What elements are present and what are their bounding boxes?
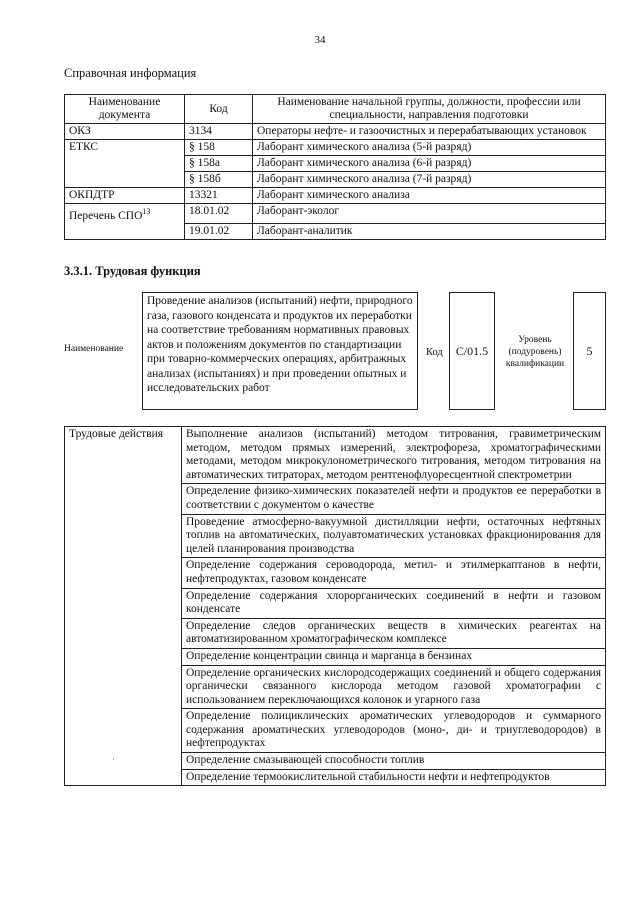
scan-dot-mark: · bbox=[112, 755, 115, 764]
row-code: 19.01.02 bbox=[185, 224, 253, 240]
row-doc bbox=[65, 224, 185, 240]
labor-action-item: Определение физико-химических показателей нефти и продуктов ее переработки в соответствии с документом о качестве bbox=[182, 484, 606, 514]
reference-title: Справочная информация bbox=[64, 66, 197, 80]
labor-action-item: Определение полициклических ароматических углеводородов и суммарного содержания ароматических углеводородов (моно-, ди- и триуглеводородов) в нефтепродуктах bbox=[182, 709, 606, 753]
labor-action-item: Определение органических кислородсодержащих соединений и общего содержания органически связанного кислорода методом газовой хроматографии с использованием переключающихся колонок и угарного газа bbox=[182, 665, 606, 709]
row-doc bbox=[65, 156, 185, 172]
labor-action-item: Проведение атмосферно-вакуумной дистилляции нефти, остаточных нефтяных топлив на автоматических, полуавтоматических установках фракционирования для целей планирования производства bbox=[182, 514, 606, 558]
row-code: 18.01.02 bbox=[185, 204, 253, 224]
table-row bbox=[65, 204, 606, 224]
row-name: Лаборант химического анализа (6-й разряд) bbox=[253, 156, 606, 172]
function-code-label: Код bbox=[426, 347, 443, 358]
row-code: § 158 bbox=[185, 140, 253, 156]
row-name: Лаборант-эколог bbox=[253, 204, 606, 224]
function-name-label: Наименование bbox=[64, 344, 124, 354]
row-doc-text: Перечень СПО bbox=[69, 209, 143, 222]
function-code-box: С/01.5 bbox=[449, 292, 495, 410]
row-doc: ОКПДТР bbox=[65, 188, 185, 204]
row-code: 13321 bbox=[185, 188, 253, 204]
row-code: 3134 bbox=[185, 124, 253, 140]
row-code: § 158б bbox=[185, 172, 253, 188]
labor-actions-table bbox=[64, 426, 606, 786]
row-name: Операторы нефте- и газоочистных и перерабатывающих установок bbox=[253, 124, 606, 140]
table-row bbox=[65, 224, 606, 240]
footnote-ref: 13 bbox=[142, 207, 151, 216]
row-doc bbox=[65, 204, 185, 224]
labor-action-item: Определение смазывающей способности топлив bbox=[182, 753, 606, 770]
labor-action-item: Определение термоокислительной стабильности нефти и нефтепродуктов bbox=[182, 769, 606, 786]
qualification-level-label: Уровень (подуровень) квалификации bbox=[505, 335, 565, 369]
reference-header-row bbox=[65, 95, 606, 124]
page-number: 34 bbox=[314, 34, 326, 46]
qualification-level-box: 5 bbox=[573, 292, 606, 410]
header-code: Код bbox=[185, 95, 253, 124]
row-doc: ОКЗ bbox=[65, 124, 185, 140]
table-row bbox=[65, 124, 606, 140]
section-heading: 3.3.1. Трудовая функция bbox=[64, 264, 201, 278]
row-name: Лаборант химического анализа (5-й разряд) bbox=[253, 140, 606, 156]
table-row bbox=[65, 156, 606, 172]
header-document: Наименование документа bbox=[65, 95, 185, 124]
row-name: Лаборант химического анализа (7-й разряд) bbox=[253, 172, 606, 188]
labor-action-item: Определение содержания сероводорода, метил- и этилмеркаптанов в нефти, нефтепродуктах, газовом конденсате bbox=[182, 558, 606, 588]
labor-action-item: Определение следов органических веществ в химических реагентах на автоматизированном хроматографическом комплексе bbox=[182, 618, 606, 648]
table-row bbox=[65, 188, 606, 204]
function-name-box: Проведение анализов (испытаний) нефти, природного газа, газового конденсата и продуктов их переработки на соответствие требованиям нормативных правовых актов и положениям документов по стандартизации при товарно-коммерческих операциях, арбитражных анализах (испытаниях) и при проведении опытных и исследовательских работ bbox=[142, 292, 418, 410]
row-code: § 158а bbox=[185, 156, 253, 172]
labor-action-item: Выполнение анализов (испытаний) методом титрования, гравиметрическим методом, методом прямых измерений, электрофореза, хроматографическими методами, методом микрокулонометрического титрования, методом титрования на автоматических титраторах, методом рентгенофлуоресцентной спектрометрии bbox=[182, 427, 606, 484]
labor-actions-label: Трудовые действия bbox=[65, 427, 182, 786]
header-name: Наименование начальной группы, должности, профессии или специальности, направления подготовки bbox=[253, 95, 606, 124]
labor-action-item: Определение содержания хлорорганических соединений в нефти и газовом конденсате bbox=[182, 588, 606, 618]
row-name: Лаборант-аналитик bbox=[253, 224, 606, 240]
row-doc bbox=[65, 172, 185, 188]
table-row bbox=[65, 140, 606, 156]
labor-action-item: Определение концентрации свинца и марганца в бензинах bbox=[182, 648, 606, 665]
row-name: Лаборант химического анализа bbox=[253, 188, 606, 204]
row-doc: ЕТКС bbox=[65, 140, 185, 156]
reference-table bbox=[64, 94, 606, 240]
table-row bbox=[65, 427, 606, 484]
table-row bbox=[65, 172, 606, 188]
